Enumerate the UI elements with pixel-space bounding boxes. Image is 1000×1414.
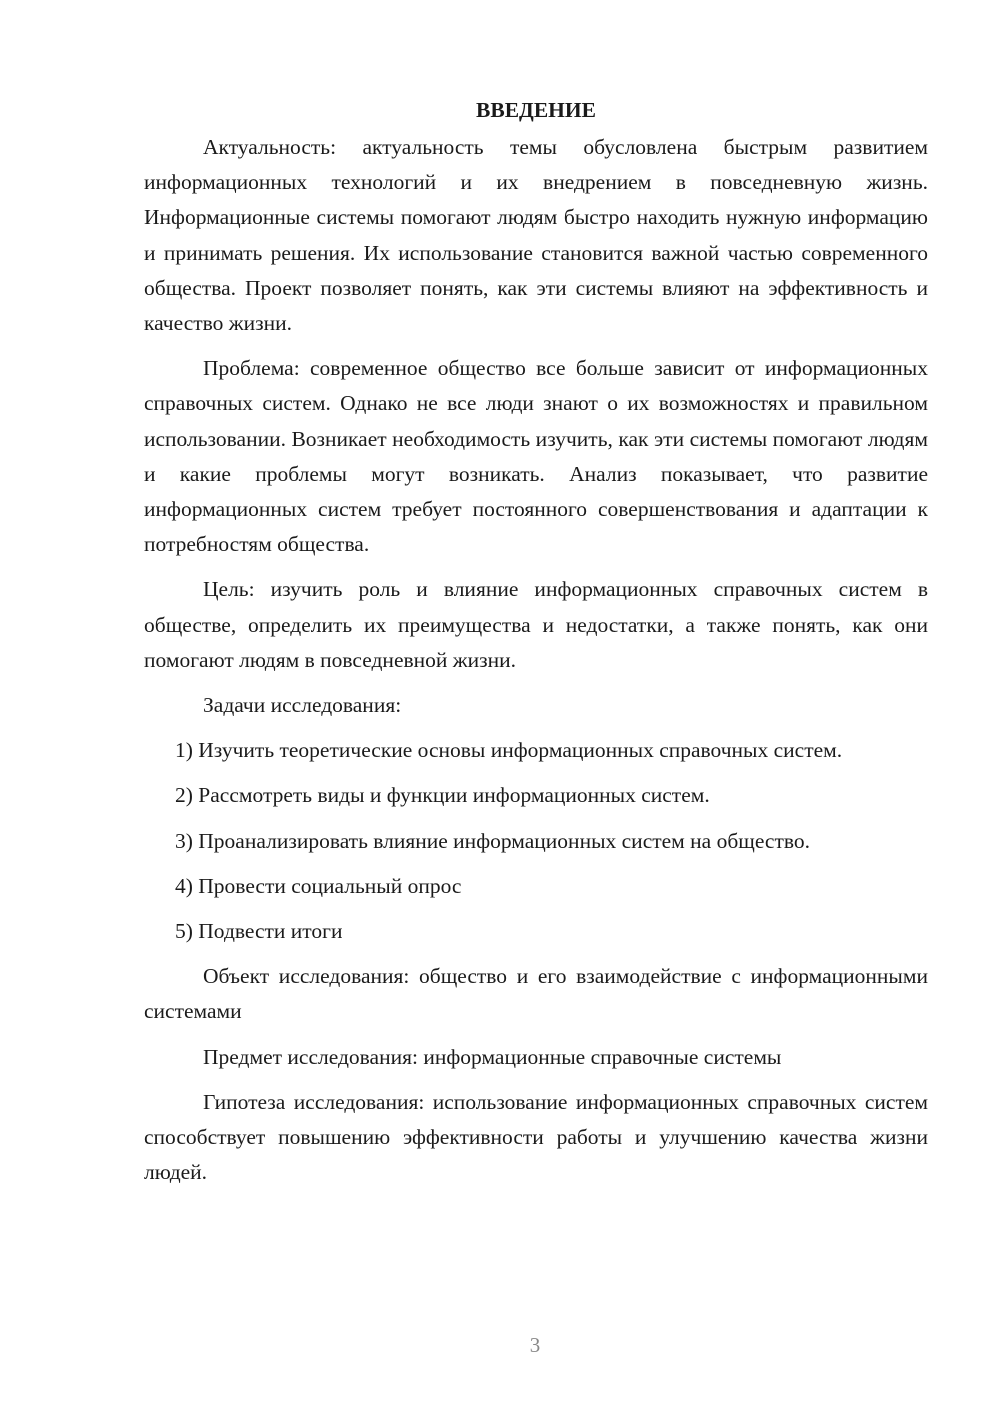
document-title: ВВЕДЕНИЕ xyxy=(476,98,596,122)
document-body xyxy=(144,93,928,1200)
task-item-4: 4) Провести социальный опрос xyxy=(175,873,462,898)
paragraph-object: Объект исследования: общество и его взаимодействие с информационными системами xyxy=(144,964,928,1024)
paragraph-subject: Предмет исследования: информационные справочные системы xyxy=(203,1044,782,1069)
paragraph-hypothesis: Гипотеза исследования: использование информационных справочных систем способствует повышению эффективности работы и улучшению качества жизни людей. xyxy=(144,1089,928,1185)
paragraph-goal: Цель: изучить роль и влияние информационных справочных систем в обществе, определить их преимущества и недостатки, а также понять, как они помогают людям в повседневной жизни. xyxy=(144,577,928,672)
page-number: 3 xyxy=(529,1333,541,1357)
paragraph-relevance: Актуальность: актуальность темы обусловлена быстрым развитием информационных технологий и их внедрением в повседневную жизнь. Информационные системы помогают людям быстро находить нужную информацию и принимать решения. Их использование становится важной частью современного общества. Проект позволяет понять, как эти системы влияют на эффективность и качество жизни. xyxy=(144,135,928,336)
task-item-5: 5) Подвести итоги xyxy=(175,919,343,944)
task-item-2: 2) Рассмотреть виды и функции информационных систем. xyxy=(175,783,710,808)
task-item-1: 1) Изучить теоретические основы информационных справочных систем. xyxy=(175,738,843,763)
paragraph-problem: Проблема: современное общество все больше зависит от информационных справочных систем. Однако не все люди знают о их возможностях и правильном использовании. Возникает необходимость изучить, как эти системы помогают людям и какие проблемы могут возникать. Анализ показывает, что развитие информационных систем требует постоянного совершенствования и адаптации к потребностям общества. xyxy=(144,356,928,557)
tasks-heading: Задачи исследования: xyxy=(203,693,402,718)
task-item-3: 3) Проанализировать влияние информационных систем на общество. xyxy=(175,828,810,853)
